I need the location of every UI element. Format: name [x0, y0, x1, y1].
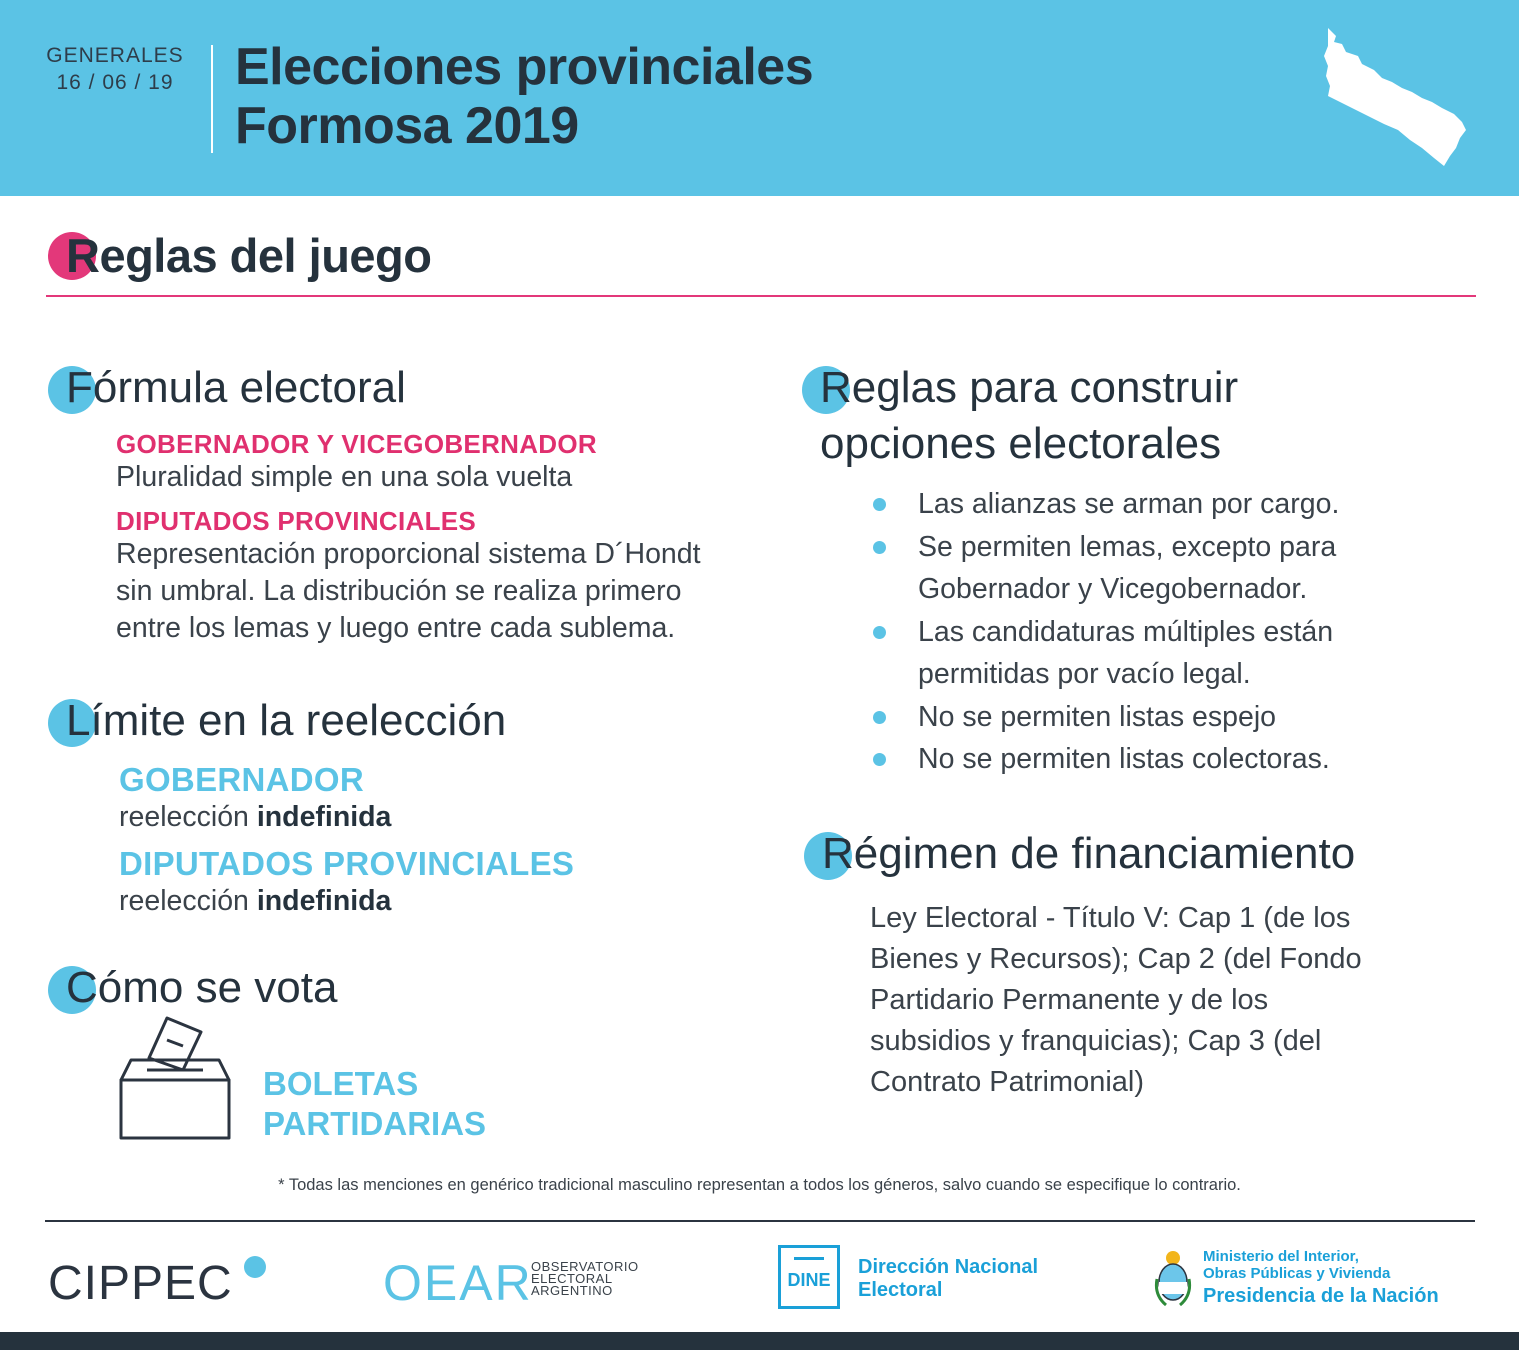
voting-method: [263, 1064, 486, 1144]
reeleccion-text-diputados: [119, 883, 574, 920]
cippec-logo: CIPPEC: [48, 1257, 233, 1310]
list-item-text: Gobernador y Vicegobernador.: [918, 573, 1308, 605]
bullet-dot: [873, 541, 886, 554]
dine-name-line2: Electoral: [858, 1279, 943, 1301]
financiamiento-line: Contrato Patrimonial): [870, 1066, 1144, 1098]
reeleccion-content: [119, 761, 574, 920]
oear-subtitle-line: OBSERVATORIO: [531, 1259, 639, 1274]
election-date: 16 / 06 / 19: [56, 71, 174, 94]
financiamiento-line: Ley Electoral - Título V: Cap 1 (de los: [870, 902, 1351, 934]
formula-heading: [46, 360, 406, 416]
como-vota-heading: [46, 960, 338, 1016]
opciones-title-line2: opciones electorales: [820, 419, 1222, 468]
oear-subtitle-line: ELECTORAL: [531, 1271, 613, 1286]
bottom-bar: [0, 1332, 1519, 1350]
dine-name-line1: Dirección Nacional: [858, 1256, 1039, 1278]
reeleccion-heading: [46, 693, 507, 749]
reeleccion-value: indefinida: [256, 885, 392, 917]
list-item: [868, 483, 1468, 526]
formula-title: Fórmula electoral: [66, 363, 406, 412]
oear-subtitle-line: ARGENTINO: [531, 1283, 613, 1298]
reeleccion-title: Límite en la reelección: [66, 696, 507, 745]
ministerio-line1: Ministerio del Interior,: [1203, 1248, 1359, 1265]
financiamiento-title: Régimen de financiamiento: [822, 829, 1356, 878]
ministerio-line2: Obras Públicas y Vivienda: [1203, 1265, 1391, 1282]
list-item-text: Se permiten lemas, excepto para: [918, 530, 1337, 563]
financiamiento-line: Bienes y Recursos); Cap 2 (del Fondo: [870, 943, 1362, 975]
list-item-text: Las alianzas se arman por cargo.: [918, 488, 1340, 520]
financiamiento-line: Partidario Permanente y de los: [870, 984, 1269, 1016]
list-item: [868, 611, 1468, 696]
reeleccion-prefix: reelección: [119, 885, 249, 917]
reeleccion-value: indefinida: [256, 801, 392, 833]
financiamiento-line: subsidios y franquicias); Cap 3 (del: [870, 1025, 1322, 1057]
voting-method-line2: PARTIDARIAS: [263, 1105, 487, 1142]
formula-text-gobernador: Pluralidad simple en una sola vuelta: [116, 461, 573, 493]
page-title-line2: Formosa 2019: [235, 97, 579, 155]
section-title: Reglas del juego: [66, 229, 432, 282]
reeleccion-text-gobernador: [119, 799, 574, 836]
formula-text-diputados-3: entre los lemas y luego entre cada sublema.: [116, 612, 676, 644]
list-item-text: Las candidaturas múltiples están: [918, 615, 1334, 648]
formula-label-gobernador: GOBERNADOR Y VICEGOBERNADOR: [116, 429, 597, 459]
formula-label-diputados: DIPUTADOS PROVINCIALES: [116, 506, 477, 536]
formula-content: [116, 429, 701, 647]
reeleccion-label-diputados: DIPUTADOS PROVINCIALES: [119, 845, 575, 882]
formula-text-diputados-2: sin umbral. La distribución se realiza primero: [116, 575, 682, 607]
dine-logo-bar: [794, 1257, 824, 1260]
list-item: [868, 526, 1468, 611]
list-item-text: No se permiten listas colectoras.: [918, 743, 1330, 775]
section-divider: [46, 295, 1476, 297]
bullet-dot: [873, 711, 886, 724]
footer-divider: [45, 1220, 1475, 1222]
gender-footnote: * Todas las menciones en genérico tradicional masculino representan a todos los géneros, salvo cuando se especifique lo contrario.: [278, 1176, 1241, 1194]
opciones-title-line1: Reglas para construir: [820, 363, 1239, 412]
dine-name: [858, 1256, 1038, 1302]
reglas-del-juego-heading: [46, 228, 432, 284]
election-date-block: [40, 42, 190, 96]
election-type: GENERALES: [46, 44, 184, 67]
ballot-box-icon: [117, 1016, 233, 1140]
financiamiento-text: [870, 898, 1470, 1103]
bullet-dot: [873, 753, 886, 766]
opciones-list: [868, 483, 1468, 781]
formula-text-diputados-1: Representación proporcional sistema D´Hondt: [116, 538, 701, 570]
como-vota-title: Cómo se vota: [66, 963, 338, 1012]
oear-logo-subtitle: [531, 1261, 639, 1297]
header-divider: [211, 45, 213, 153]
page-title: [235, 38, 813, 156]
oear-logo: OEAR: [383, 1255, 533, 1311]
bullet-dot: [873, 498, 886, 511]
opciones-heading: [800, 360, 1239, 472]
reeleccion-prefix: reelección: [119, 801, 249, 833]
list-item: [868, 738, 1468, 781]
financiamiento-heading: [802, 826, 1356, 882]
formosa-province-map-icon: [1322, 26, 1468, 168]
voting-method-line1: BOLETAS: [263, 1065, 419, 1102]
national-coat-of-arms-icon: [1154, 1249, 1192, 1307]
bullet-dot: [873, 626, 886, 639]
list-item: [868, 696, 1468, 739]
list-item-text: permitidas por vacío legal.: [918, 658, 1251, 690]
cippec-logo-dot-icon: [244, 1256, 266, 1278]
list-item-text: No se permiten listas espejo: [918, 700, 1277, 733]
ministerio-line3: Presidencia de la Nación: [1203, 1285, 1439, 1307]
ministerio-logo-text: [1203, 1248, 1439, 1310]
reeleccion-label-gobernador: GOBERNADOR: [119, 761, 365, 798]
dine-logo-text: DINE: [787, 1270, 831, 1290]
page-title-line1: Elecciones provinciales: [235, 38, 814, 96]
